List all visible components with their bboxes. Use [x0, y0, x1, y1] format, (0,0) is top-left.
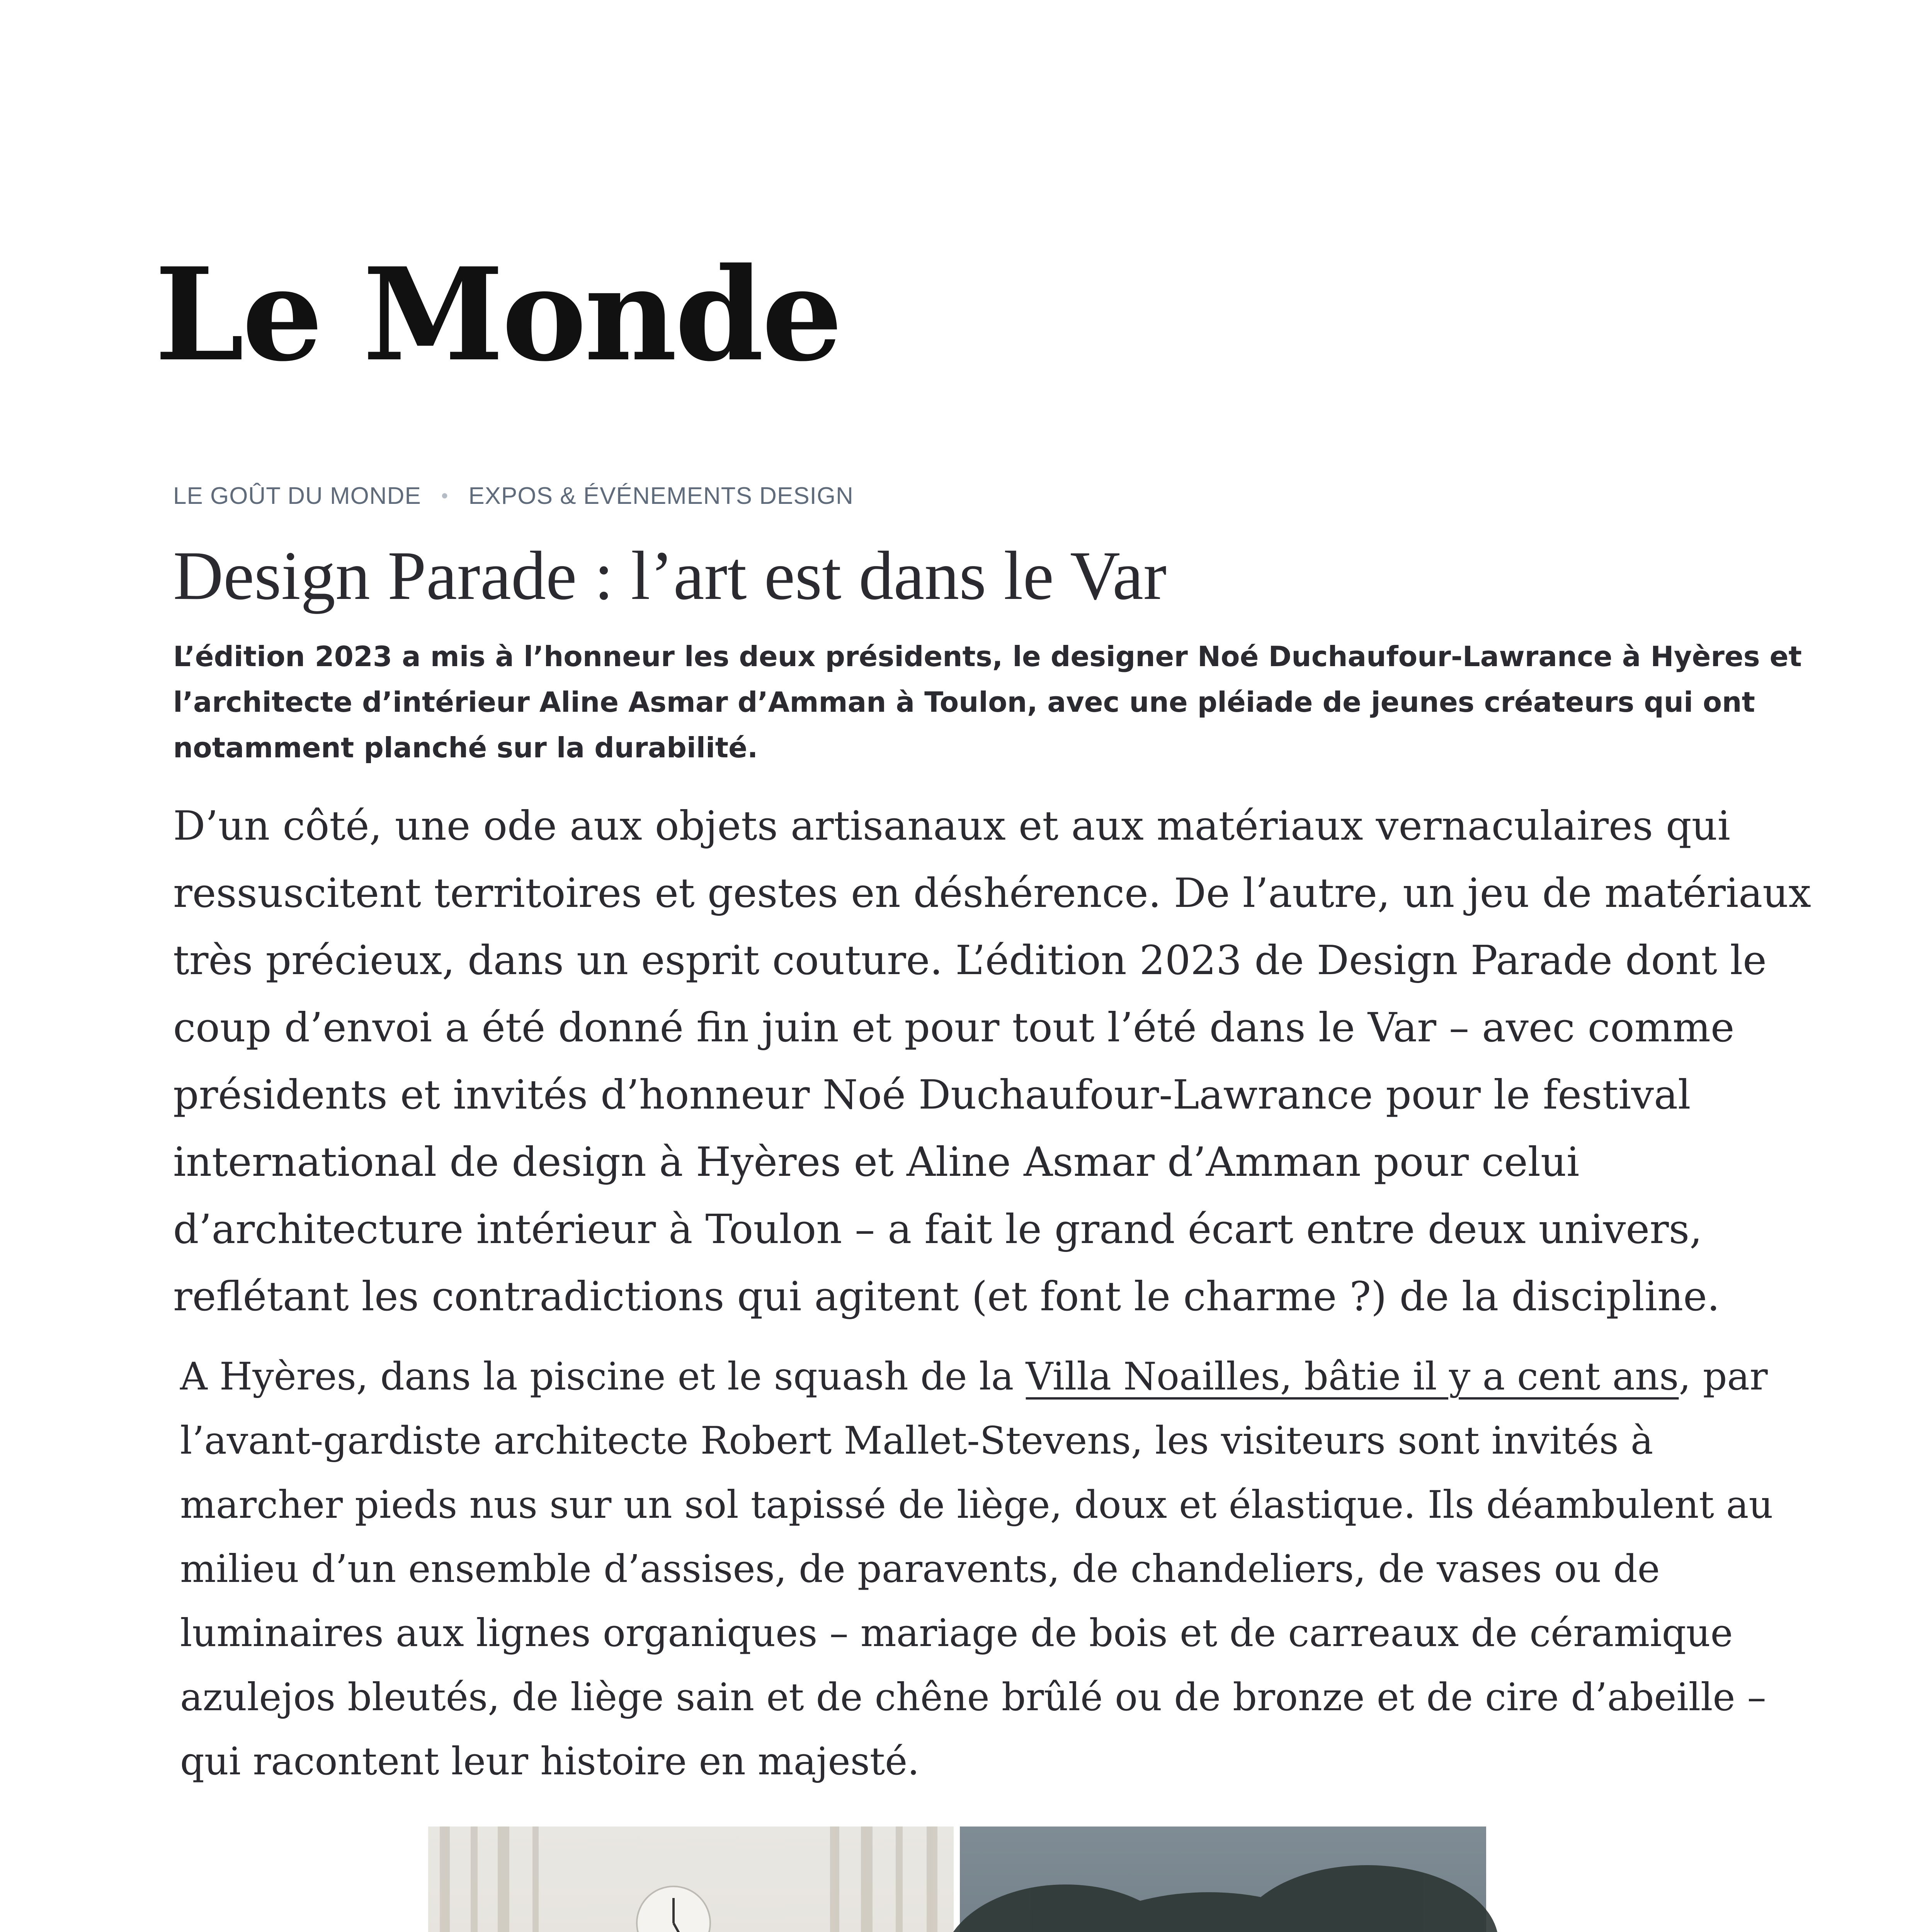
article-paragraph-2 — [180, 1345, 1818, 1794]
article-standfirst: L’édition 2023 a mis à l’honneur les deux présidents, le designer Noé Duchaufour-Lawrance à Hyères et l’architecte d’intérieur Aline Asmar d’Amman à Toulon, avec une pléiade de jeunes créateurs qui ont notamment planché sur la durabilité. — [173, 640, 1802, 764]
breadcrumb-section-link[interactable]: LE GOÛT DU MONDE — [173, 482, 421, 509]
right-photo-reflective-installation — [942, 1827, 1499, 1932]
paragraph-2-rest: , par l’avant-gardiste architecte Robert Mallet-Stevens, les visiteurs sont invités à marcher pieds nus sur un sol tapissé de liège, doux et élastique. Ils déambulent au milieu d’un ensemble d’assises, de paravents, de chandeliers, de vases ou de luminaires aux lignes organiques – mariage de bois et de carreaux de céramique azulejos bleutés, de liège sain et de chêne brûlé ou de bronze et de cire d’abeille – qui racontent leur histoire en majesté. — [180, 1355, 1773, 1784]
article-title: Design Parade : l’art est dans le Var — [173, 537, 1167, 614]
logo-wordmark: Le Monde — [155, 240, 840, 389]
le-monde-logo[interactable] — [155, 240, 840, 390]
article-photo-diptych — [428, 1827, 1486, 1932]
villa-noailles-link[interactable]: Villa Noailles, bâtie il y a cent ans — [1026, 1355, 1679, 1399]
paragraph-2-intro: A Hyères, dans la piscine et le squash de la — [180, 1355, 1026, 1399]
article-paragraph-1: D’un côté, une ode aux objets artisanaux et aux matériaux vernaculaires qui ressuscitent territoires et gestes en déshérence. De l’autre, un jeu de matériaux très précieux, dans un esprit couture. L’édition 2023 de Design Parade dont le coup d’envoi a été donné fin juin et pour tout l’été dans le Var – avec comme présidents et invités d’honneur Noé Duchaufour-Lawrance pour le festival international de design à Hyères et Aline Asmar d’Amman pour celui d’architecture intérieur à Toulon – a fait le grand écart entre deux univers, reflétant les contradictions qui agitent (et font le charme ?) de la discipline. — [173, 802, 1811, 1320]
breadcrumb — [173, 478, 854, 513]
left-photo-furniture-exhibition — [428, 1827, 954, 1932]
breadcrumb-separator: • — [441, 485, 449, 507]
breadcrumb-subsection-link[interactable]: EXPOS & ÉVÉNEMENTS DESIGN — [468, 482, 854, 509]
